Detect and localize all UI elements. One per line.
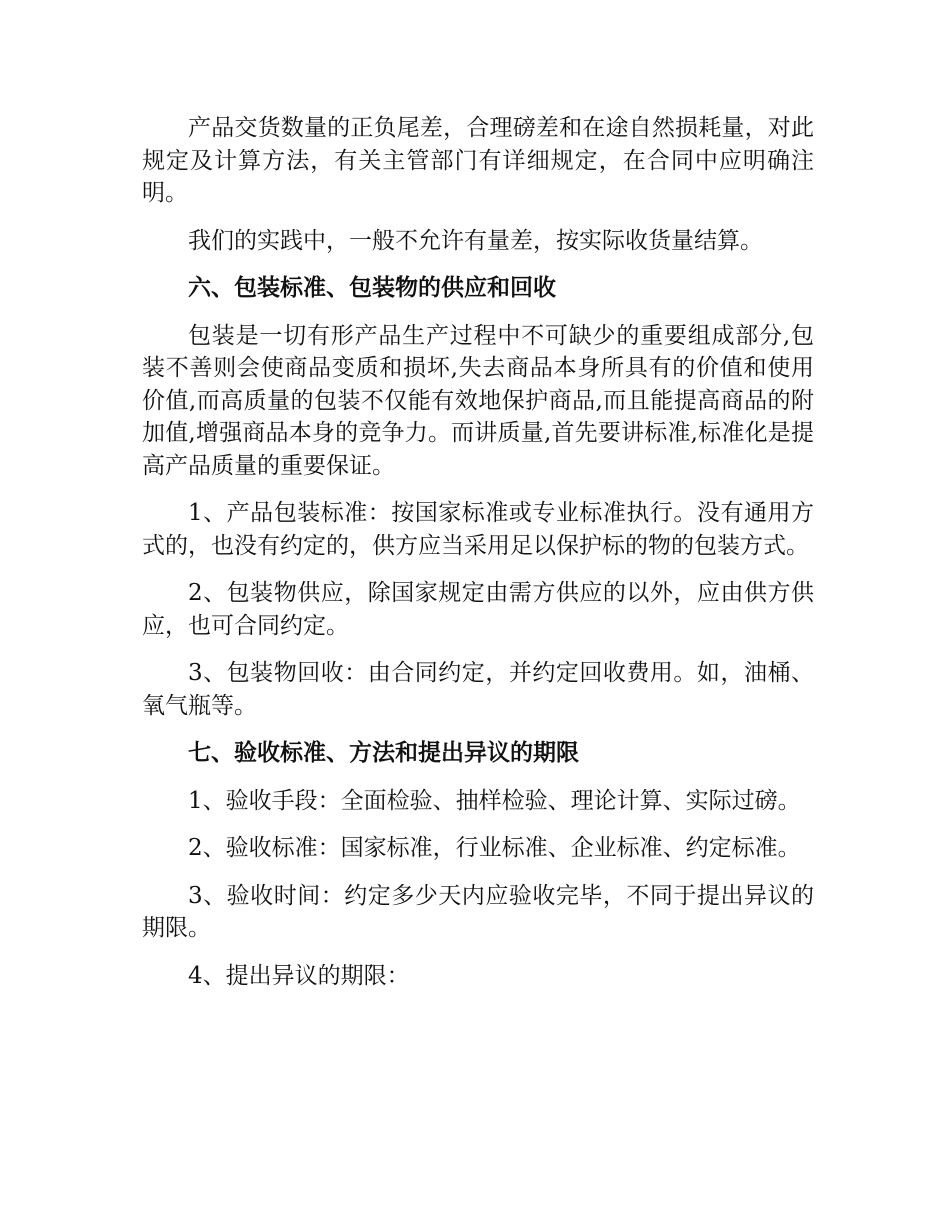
paragraph-acceptance-means: 1、验收手段：全面检验、抽样检验、理论计算、实际过磅。: [188, 787, 801, 814]
section-heading-packaging: 六、包装标准、包装物的供应和回收: [188, 274, 556, 301]
paragraph-objection-period: 4、提出异议的期限：: [188, 962, 410, 989]
paragraph-quantity-tolerance: 产品交货数量的正负尾差，合理磅差和在途自然损耗量，对此规定及计算方法，有关主管部门有详细规定，在合同中应明确注明。: [142, 115, 814, 206]
paragraph-packaging-importance: 包装是一切有形产品生产过程中不可缺少的重要组成部分,包装不善则会使商品变质和损坏,失去商品本身所具有的价值和使用价值,而高质量的包装不仅能有效地保护商品,而且能提高商品的附加值,增强商品本身的竞争力。而讲质量,首先要讲标准,标准化是提高产品质量的重要保证。: [142, 322, 814, 479]
paragraph-packaging-supply: 2、包装物供应，除国家规定由需方供应的以外，应由供方供应，也可合同约定。: [142, 580, 814, 639]
paragraph-acceptance-time: 3、验收时间：约定多少天内应验收完毕，不同于提出异议的期限。: [142, 882, 814, 941]
document-page: [142, 112, 814, 1007]
section-heading-acceptance: 七、验收标准、方法和提出异议的期限: [188, 739, 579, 766]
paragraph-practice-settlement: 我们的实践中，一般不允许有量差，按实际收货量结算。: [188, 227, 763, 254]
paragraph-packaging-standard: 1、产品包装标准：按国家标准或专业标准执行。没有通用方式的，也没有约定的，供方应当采用足以保护标的物的包装方式。: [142, 500, 814, 559]
paragraph-acceptance-standard: 2、验收标准：国家标准，行业标准、企业标准、约定标准。: [188, 835, 801, 861]
paragraph-packaging-recovery: 3、包装物回收：由合同约定，并约定回收费用。如，油桶、氧气瓶等。: [142, 660, 814, 719]
